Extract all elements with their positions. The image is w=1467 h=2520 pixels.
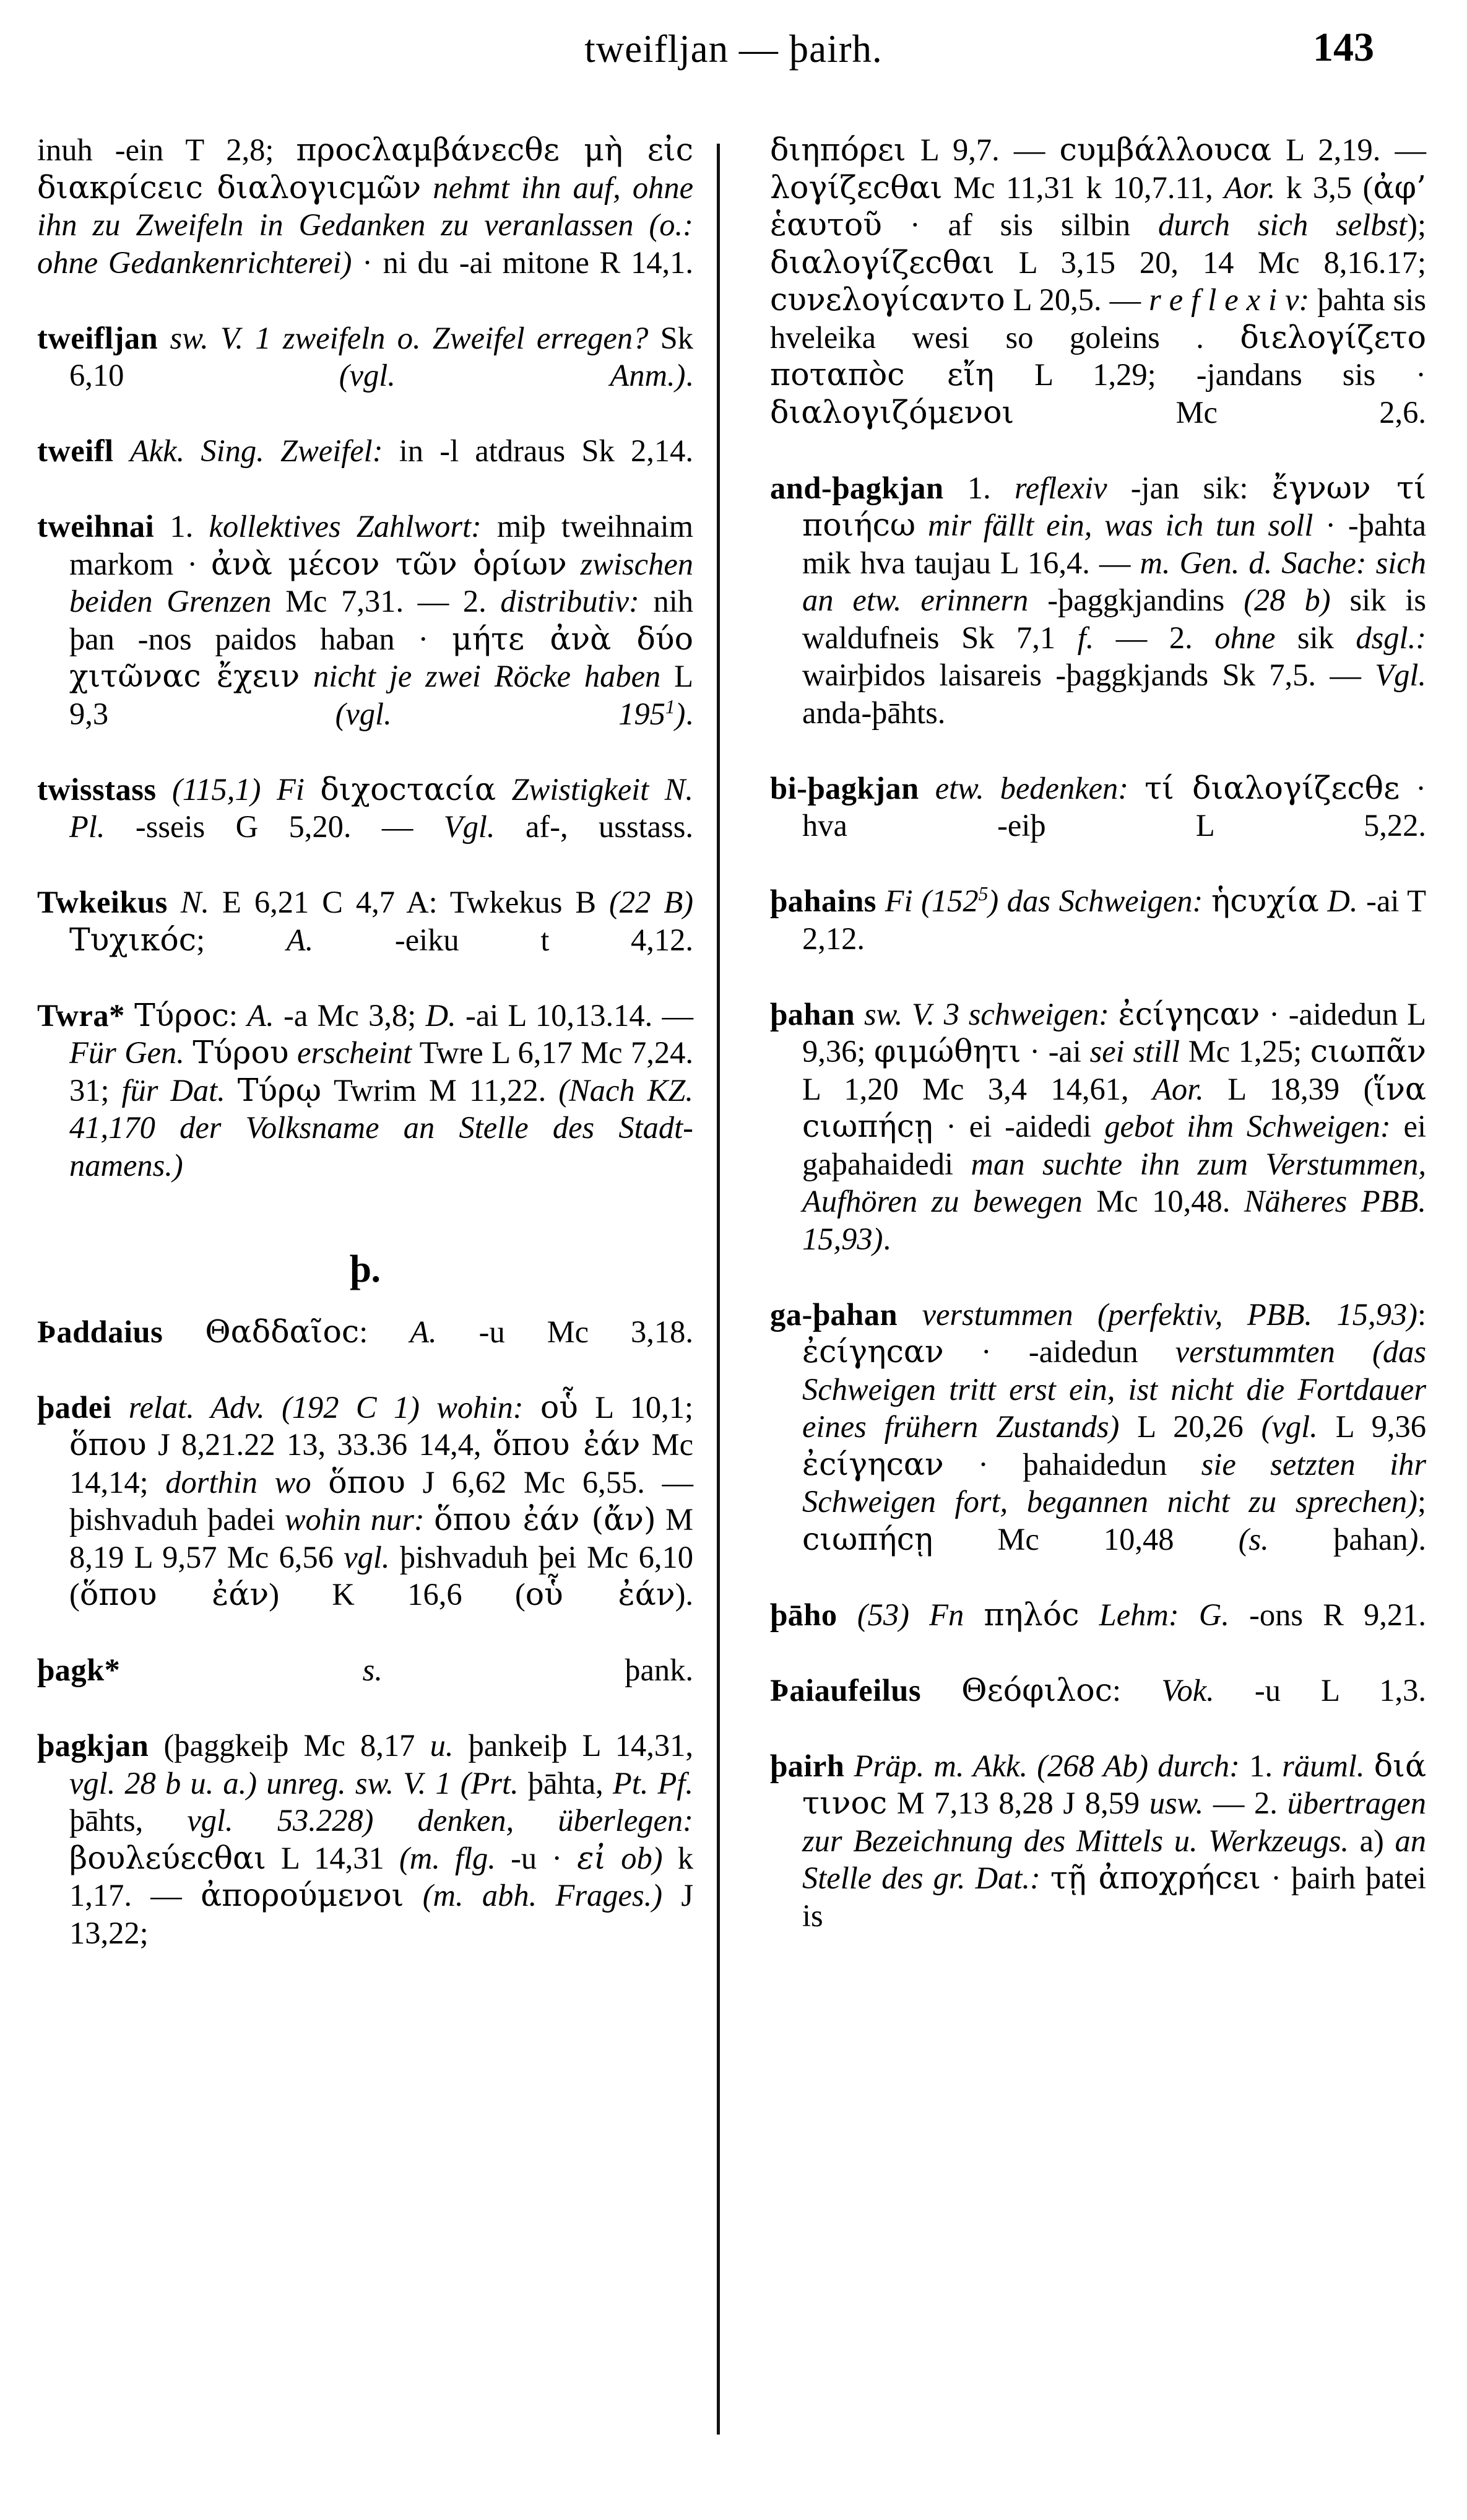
dictionary-entry-twisstass: twisstass (115,1) Fi διχοϲταϲία Zwistigkeit N. Pl. -sseis G 5,20. — Vgl. af-, usstass. (37, 770, 693, 844)
headword: þahan (770, 996, 855, 1032)
headword: þairh (770, 1748, 845, 1783)
dictionary-entry-thaddaius: Þaddaius Θαδδαῖοϲ: A. -u Mc 3,18. (37, 1313, 694, 1350)
headword: Twra* (37, 997, 125, 1033)
headword: Twkeikus (37, 885, 168, 919)
headword: þagk* (37, 1653, 121, 1687)
dictionary-entry-twkeikus: Twkeikus N. E 6,21 C 4,7 A: Twkekus B (22 B) Τυχικόϲ; A. -eiku t 4,12. (37, 885, 694, 958)
dictionary-entry-thagk: þagk* s. þank. (37, 1653, 693, 1687)
column-divider-rule (717, 144, 720, 2435)
dictionary-entry-thahan: þahan sw. V. 3 schweigen: ἐϲίγηϲαν · -aidedun L 9,36; φιμώθητι · -ai sei still Mc 1,25; ϲιωπᾶν L 1,20 Mc 3,4 14,61, Aor. L 18,39 (ἵνα ϲιωπήϲῃ · ei -aidedi gebot ihm Schweigen: ei gaþahaidedi man suchte ihn zum Verstummen, Aufhören zu bewegen Mc 10,48. Näheres PBB. 15,93). (770, 995, 1427, 1256)
dictionary-entry-tweifljan: tweifljan sw. V. 1 zweifeln o. Zweifel erregen? Sk 6,10 (vgl. Anm.). (37, 320, 694, 393)
section-letter-heading: þ. (350, 1248, 381, 1290)
dictionary-entry-thagkjan: þagkjan (þaggkeiþ Mc 8,17 u. þankeiþ L 14,31, vgl. 28 b u. a.) unreg. sw. V. 1 (Prt. þāhta, Pt. Pf. þāhts, vgl. 53.228) denken, überlegen: βουλεύεϲθαι L 14,31 (m. flg. -u · εἰ ob) k 1,17. — ἀπορούμενοι (m. abh. Frages.) J 13,22; (37, 1728, 694, 1950)
left-column (37, 131, 693, 1952)
right-column (770, 131, 1426, 1934)
dictionary-entry-tweifl: tweifl Akk. Sing. Zweifel: in -l atdraus Sk 2,14. (37, 433, 694, 468)
headword: tweifl (37, 433, 114, 468)
dictionary-entry-thadei: þadei relat. Adv. (192 C 1) wohin: οὗ L 10,1; ὅπου J 8,21.22 13, 33.36 14,4, ὅπου ἐάν Mc 14,14; dorthin wo ὅπου J 6,62 Mc 6,55. — þishvaduh þadei wohin nur: ὅπου ἐάν (ἄν) M 8,19 L 9,57 Mc 6,56 vgl. þishvaduh þei Mc 6,10 (ὅπου ἐάν) K 16,6 (οὗ ἐάν). (37, 1388, 694, 1612)
headword: þāho (770, 1597, 837, 1632)
dictionary-entry-tweihnai: tweihnai 1. kollektives Zahlwort: miþ tweihnaim markom · ἀνὰ μέϲον τῶν ὁρίων zwischen beiden Grenzen Mc 7,31. — 2. distributiv: nih þan -nos paidos haban · μήτε ἀνὰ δύο χιτῶναϲ ἔχειν nicht je zwei Röcke haben L 9,3 (vgl. $195^1$). (37, 509, 694, 731)
headword: Þaiaufeilus (770, 1672, 921, 1708)
dictionary-entry-and-thagkjan: and-þagkjan 1. reflexiv -jan sik: ἔγνων τί ποιήϲω mir fällt ein, was ich tun soll · -þahta mik hva taujau L 16,4. — m. Gen. d. Sache: sich an etw. erinnern -þaggkjandins (28 b) sik is waldufneis Sk 7,1 f. — 2. ohne sik dsgl.: wairþidos laisareis -þaggkjands Sk 7,5. — Vgl. anda-þāhts. (770, 469, 1427, 730)
page-number: 143 (1313, 25, 1374, 70)
headword: twisstass (37, 771, 157, 807)
running-head-title: tweifljan — þairh. (584, 27, 883, 71)
entry-continuation-tweifljan: inuh -ein T 2,8; προϲλαμβάνεϲθε μὴ εἰϲ διακρίϲειϲ διαλογιϲμῶν nehmt ihn auf, ohne ihn zu Zweifeln in Gedanken zu veranlassen (o.: ohne Gedankenrichterei) · ni du -ai mitone R 14,1. (37, 131, 694, 280)
running-head (93, 25, 1374, 85)
dictionary-entry-bi-thagkjan: bi-þagkjan etw. bedenken: τί διαλογίζεϲθε · hva -eiþ L 5,22. (770, 769, 1427, 843)
dictionary-entry-ga-thahan: ga-þahan verstummen (perfektiv, PBB. 15,93): ἐϲίγηϲαν · -aidedun verstummten (das Schweigen tritt erst ein, ist nicht die Fortdauer eines frühern Zustands) L 20,26 (vgl. L 9,36 ἐϲίγηϲαν · þahaidedun sie setzten ihr Schweigen fort, begannen nicht zu sprechen); ϲιωπήϲῃ Mc 10,48 (s. þahan). (770, 1297, 1426, 1557)
headword: tweifljan (37, 320, 158, 355)
entry-continuation-thagkjan: διηπόρει L 9,7. — ϲυμβάλλουϲα L 2,19. — λογίζεϲθαι Mc 11,31 k 10,7.11, Aor. k 3,5 (ἀφ’ ἑαυτοῦ · af sis silbin durch sich selbst); διαλογίζεϲθαι L 3,15 20, 14 Mc 8,16.17; ϲυνελογίϲαντο L 20,5. — r e f l e x i v: þahta sis hveleika wesi so goleins . διελογίζετο ποταπὸϲ εἴη L 1,29; -jandans sis · διαλογιζόμενοι Mc 2,6. (770, 131, 1426, 430)
headword: þagkjan (37, 1728, 149, 1763)
dictionary-entry-thahains: þahains Fi $(152^5)$ das Schweigen: ἡϲυχία D. -ai T 2,12. (770, 882, 1426, 956)
headword: ga-þahan (770, 1297, 898, 1332)
headword: and-þagkjan (770, 470, 944, 505)
dictionary-entry-twra: Twra* Τύροϲ: A. -a Mc 3,8; D. -ai L 10,13.14. — Für Gen. Τύρου erscheint Twre L 6,17 Mc 7,24. 31; für Dat. Τύρῳ Twrim M 11,22. (Nach KZ. 41,170 der Volksname an Stelle des Stadtnamens.) (37, 996, 694, 1183)
headword: þadei (37, 1389, 112, 1425)
headword: bi-þagkjan (770, 770, 919, 806)
dictionary-entry-thairh: þairh Präp. m. Akk. (268 Ab) durch: 1. räuml. διά τινοϲ M 7,13 8,28 J 8,59 usw. — 2. übertragen zur Bezeichnung des Mittels u. Werkzeugs. a) an Stelle des gr. Dat.: τῇ ἀποχρήϲει · þairh þatei is (770, 1747, 1427, 1933)
headword: Þaddaius (37, 1314, 163, 1349)
dictionary-entry-thaiaufeilus: Þaiaufeilus Θεόφιλοϲ: Vok. -u L 1,3. (770, 1671, 1427, 1708)
headword: tweihnai (37, 509, 155, 544)
dictionary-entry-thaho: þāho (53) Fn πηλόϲ Lehm: G. -ons R 9,21. (770, 1596, 1427, 1633)
headword: þahains (770, 884, 876, 918)
